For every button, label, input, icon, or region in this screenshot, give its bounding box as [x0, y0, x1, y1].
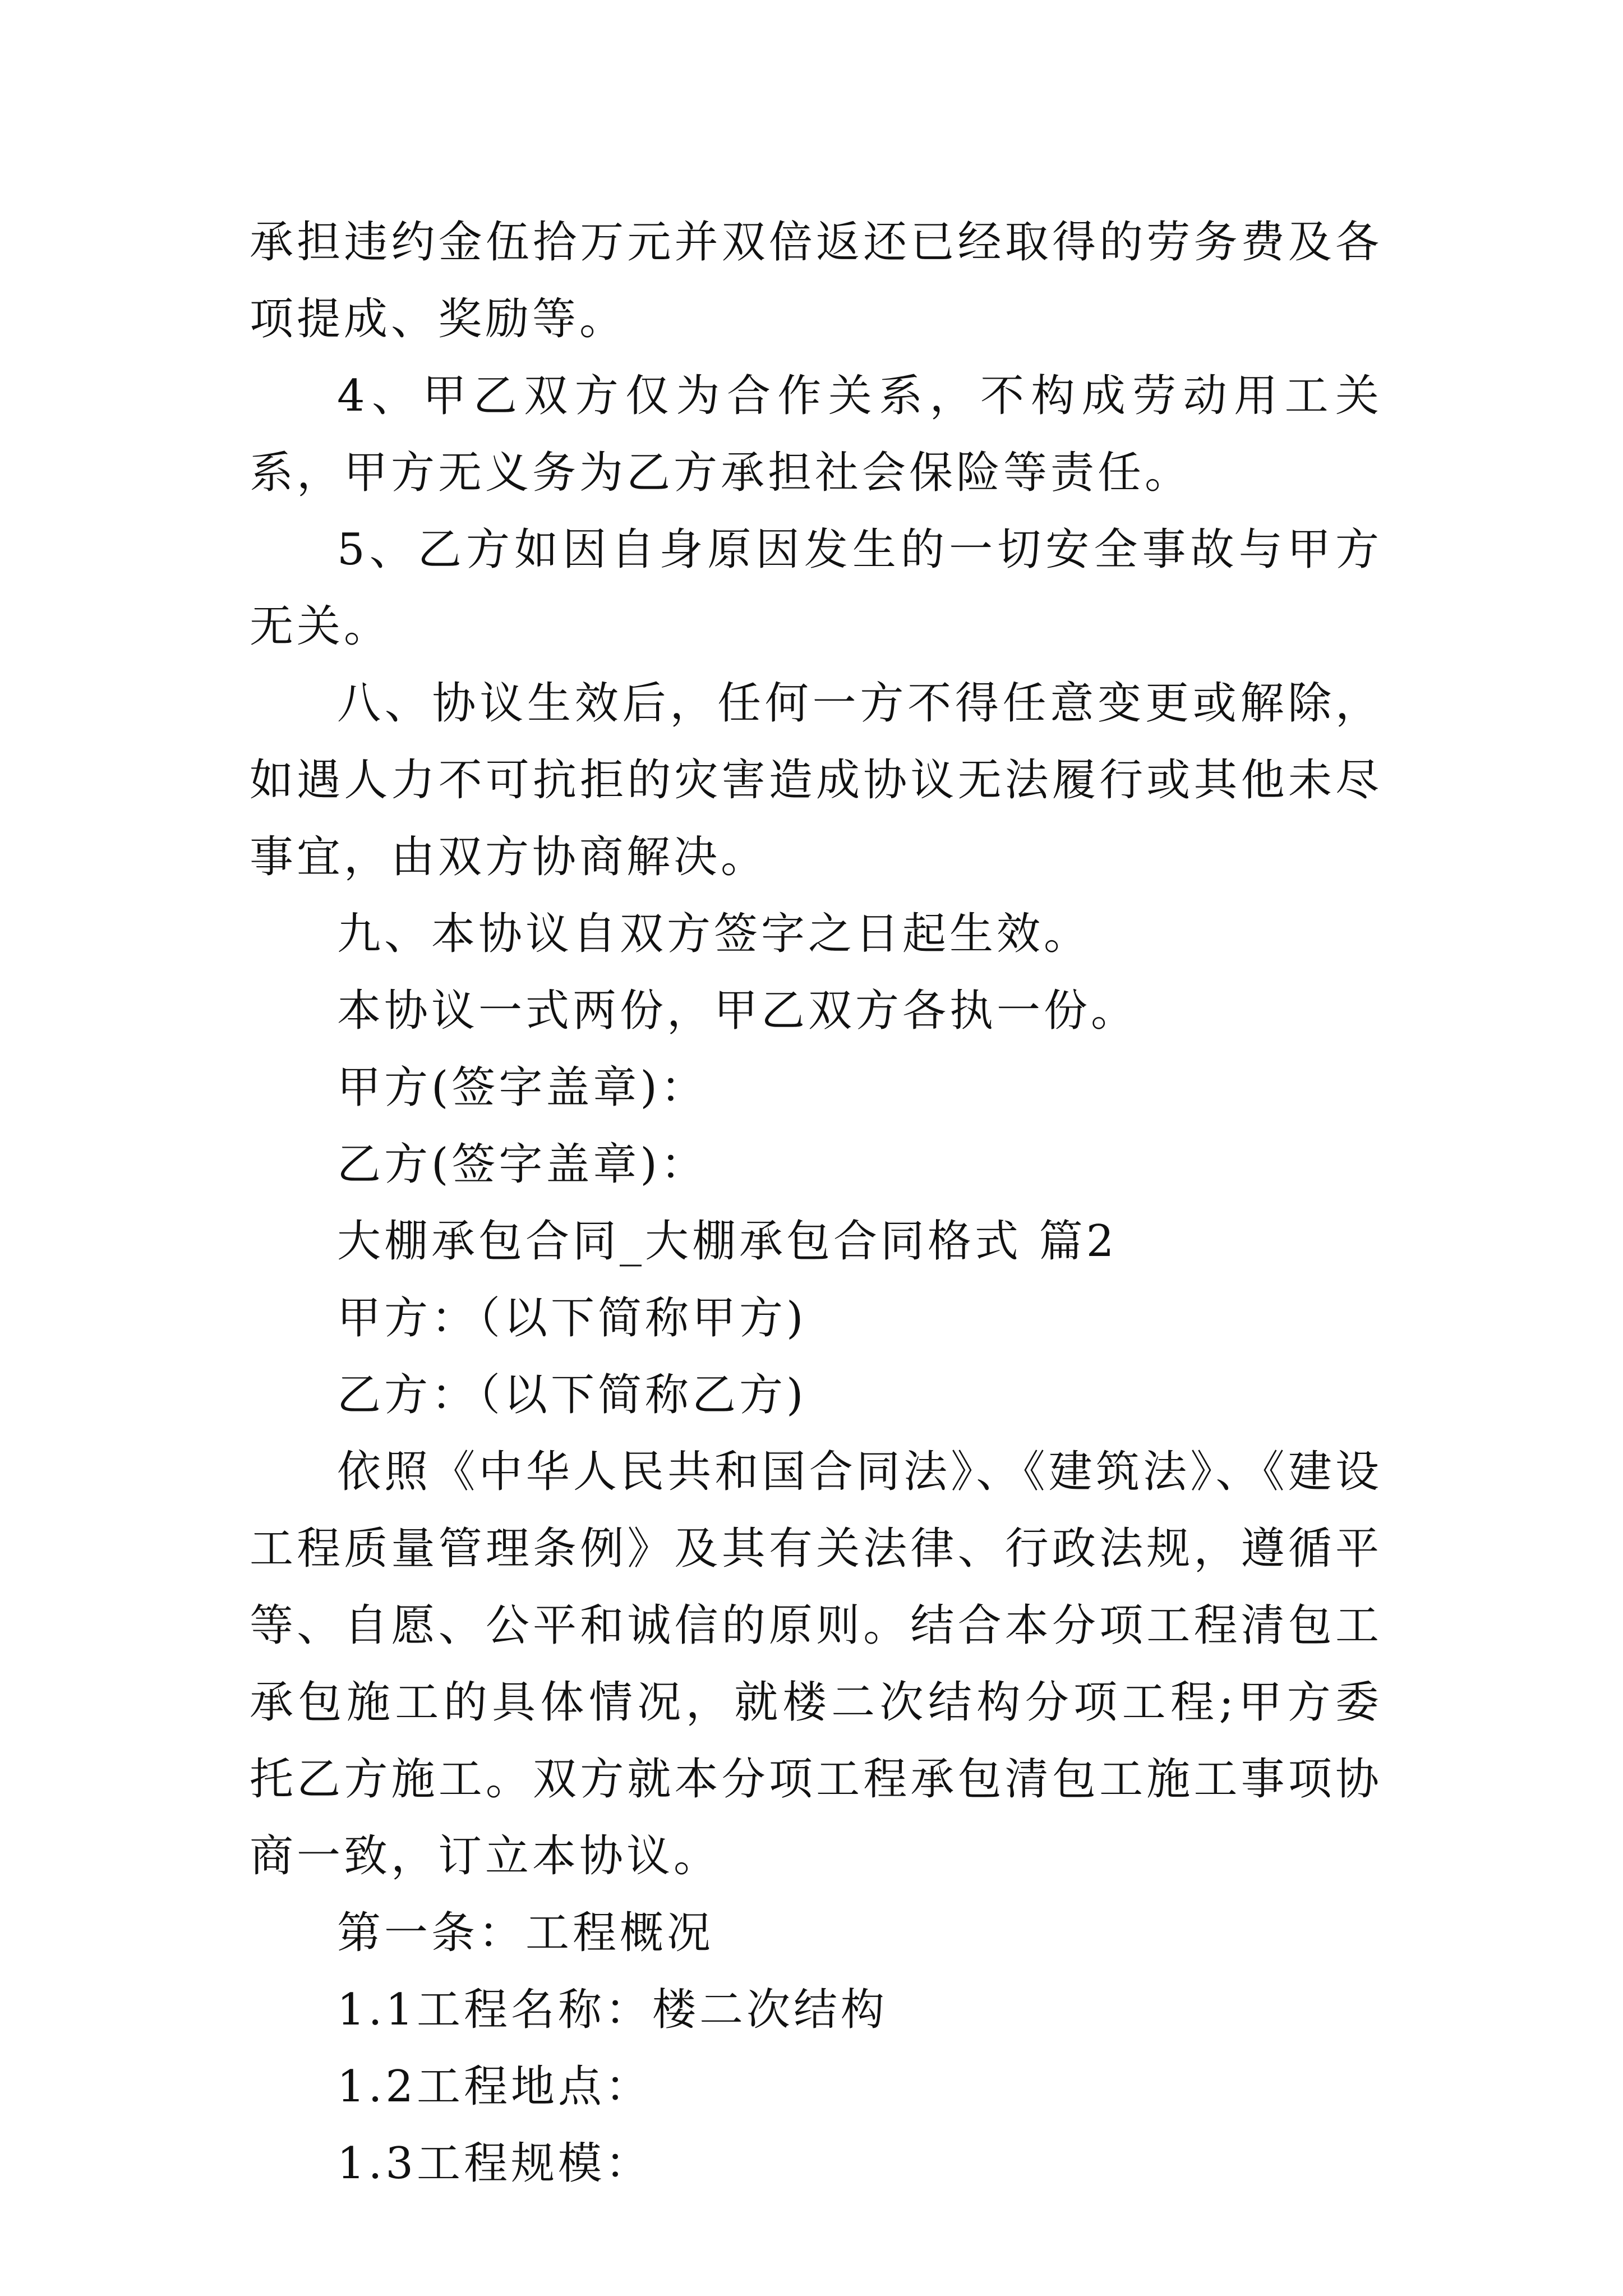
paragraph-article-8: 八、协议生效后，任何一方不得任意变更或解除，如遇人力不可抗拒的灾害造成协议无法履行或其他未尽事宜，由双方协商解决。	[250, 678, 1382, 882]
project-scale: 1.3工程规模：	[337, 2138, 653, 2189]
paragraph-article-9: 九、本协议自双方签字之日起生效。	[337, 909, 1091, 959]
party-b-line: 乙方：（以下简称乙方)	[337, 1370, 807, 1420]
signature-party-a: 甲方(签字盖章)：	[337, 1062, 708, 1113]
paragraph-clause-4: 4、甲乙双方仅为合作关系，不构成劳动用工关系，甲方无义务为乙方承担社会保险等责任。	[250, 371, 1382, 498]
signature-party-b: 乙方(签字盖章)：	[337, 1139, 708, 1190]
paragraph-copies: 本协议一式两份，甲乙双方各执一份。	[337, 986, 1138, 1036]
section-heading: 大棚承包合同_大棚承包合同格式 篇2	[337, 1216, 1118, 1267]
paragraph-clause-5: 5、乙方如因自身原因发生的一切安全事故与甲方无关。	[250, 524, 1382, 652]
project-name: 1.1工程名称：楼二次结构	[337, 1985, 888, 2035]
project-location: 1.2工程地点：	[337, 2062, 653, 2112]
paragraph-preamble: 依照《中华人民共和国合同法》、《建筑法》、《建设工程质量管理条例》及其有关法律、行政法规，遵循平等、自愿、公平和诚信的原则。结合本分项工程清包工承包施工的具体情况，就楼二次结构分项工程;甲方委托乙方施工。双方就本分项工程承包清包工施工事项协商一致，订立本协议。	[250, 1447, 1382, 1881]
document-body	[250, 204, 1382, 2202]
paragraph-liability: 承担违约金伍拾万元并双倍返还已经取得的劳务费及各项提成、奖励等。	[250, 217, 1382, 344]
party-a-line: 甲方：（以下简称甲方)	[337, 1293, 807, 1343]
article-1-heading: 第一条：工程概况	[337, 1908, 714, 1958]
